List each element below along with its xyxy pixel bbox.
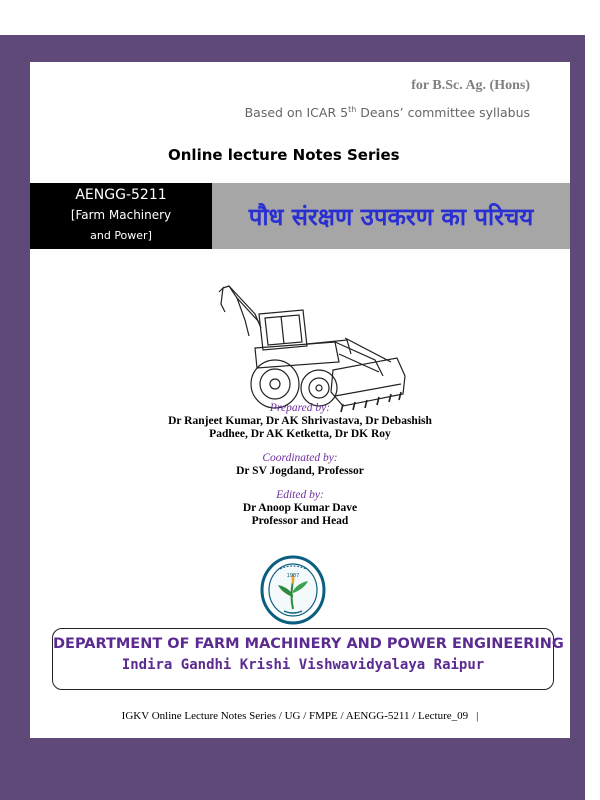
program-line: for B.Sc. Ag. (Hons) xyxy=(411,78,530,93)
prepared-label: Prepared by: xyxy=(269,402,331,414)
syllabus-line: Based on ICAR 5th Deans’ committee syllabus xyxy=(244,105,530,121)
seal-year: 1987 xyxy=(286,573,300,579)
university-seal-icon xyxy=(260,555,326,625)
cover-page xyxy=(30,62,570,738)
series-title: Online lecture Notes Series xyxy=(168,146,400,164)
coordinated-name: Dr SV Jogdand, Professor xyxy=(236,465,364,477)
footer-text: IGKV Online Lecture Notes Series / UG / FMPE / AENGG-5211 / Lecture_09 xyxy=(121,710,469,722)
prepared-names-line1: Dr Ranjeet Kumar, Dr AK Shrivastava, Dr Debashish xyxy=(168,415,432,427)
coordinated-label: Coordinated by: xyxy=(262,452,338,464)
course-name-line1: [Farm Machinery xyxy=(70,208,172,222)
course-code-box xyxy=(30,183,212,249)
edited-name: Dr Anoop Kumar Dave xyxy=(242,502,358,514)
university-name: Indira Gandhi Krishi Vishwavidyalaya Raipur xyxy=(121,657,485,673)
footer-separator: | xyxy=(476,710,479,722)
course-code: AENGG-5211 xyxy=(75,187,167,203)
prepared-names-line2: Padhee, Dr AK Ketketta, Dr DK Roy xyxy=(209,428,391,440)
department-box xyxy=(52,628,564,690)
edited-label: Edited by: xyxy=(276,489,324,501)
edited-by-block xyxy=(30,489,570,528)
coordinated-by-block xyxy=(30,452,570,478)
edited-role: Professor and Head xyxy=(251,515,349,527)
lecture-title-box xyxy=(212,183,570,249)
lecture-title-hindi: पौध संरक्षण उपकरण का परिचय xyxy=(248,202,534,231)
prepared-by-block xyxy=(30,402,570,441)
department-name: DEPARTMENT OF FARM MACHINERY AND POWER ENGINEERING xyxy=(53,636,564,652)
course-name-line2: and Power] xyxy=(90,229,152,242)
page-footer xyxy=(30,710,570,722)
tractor-loader-illustration-icon xyxy=(215,284,415,416)
